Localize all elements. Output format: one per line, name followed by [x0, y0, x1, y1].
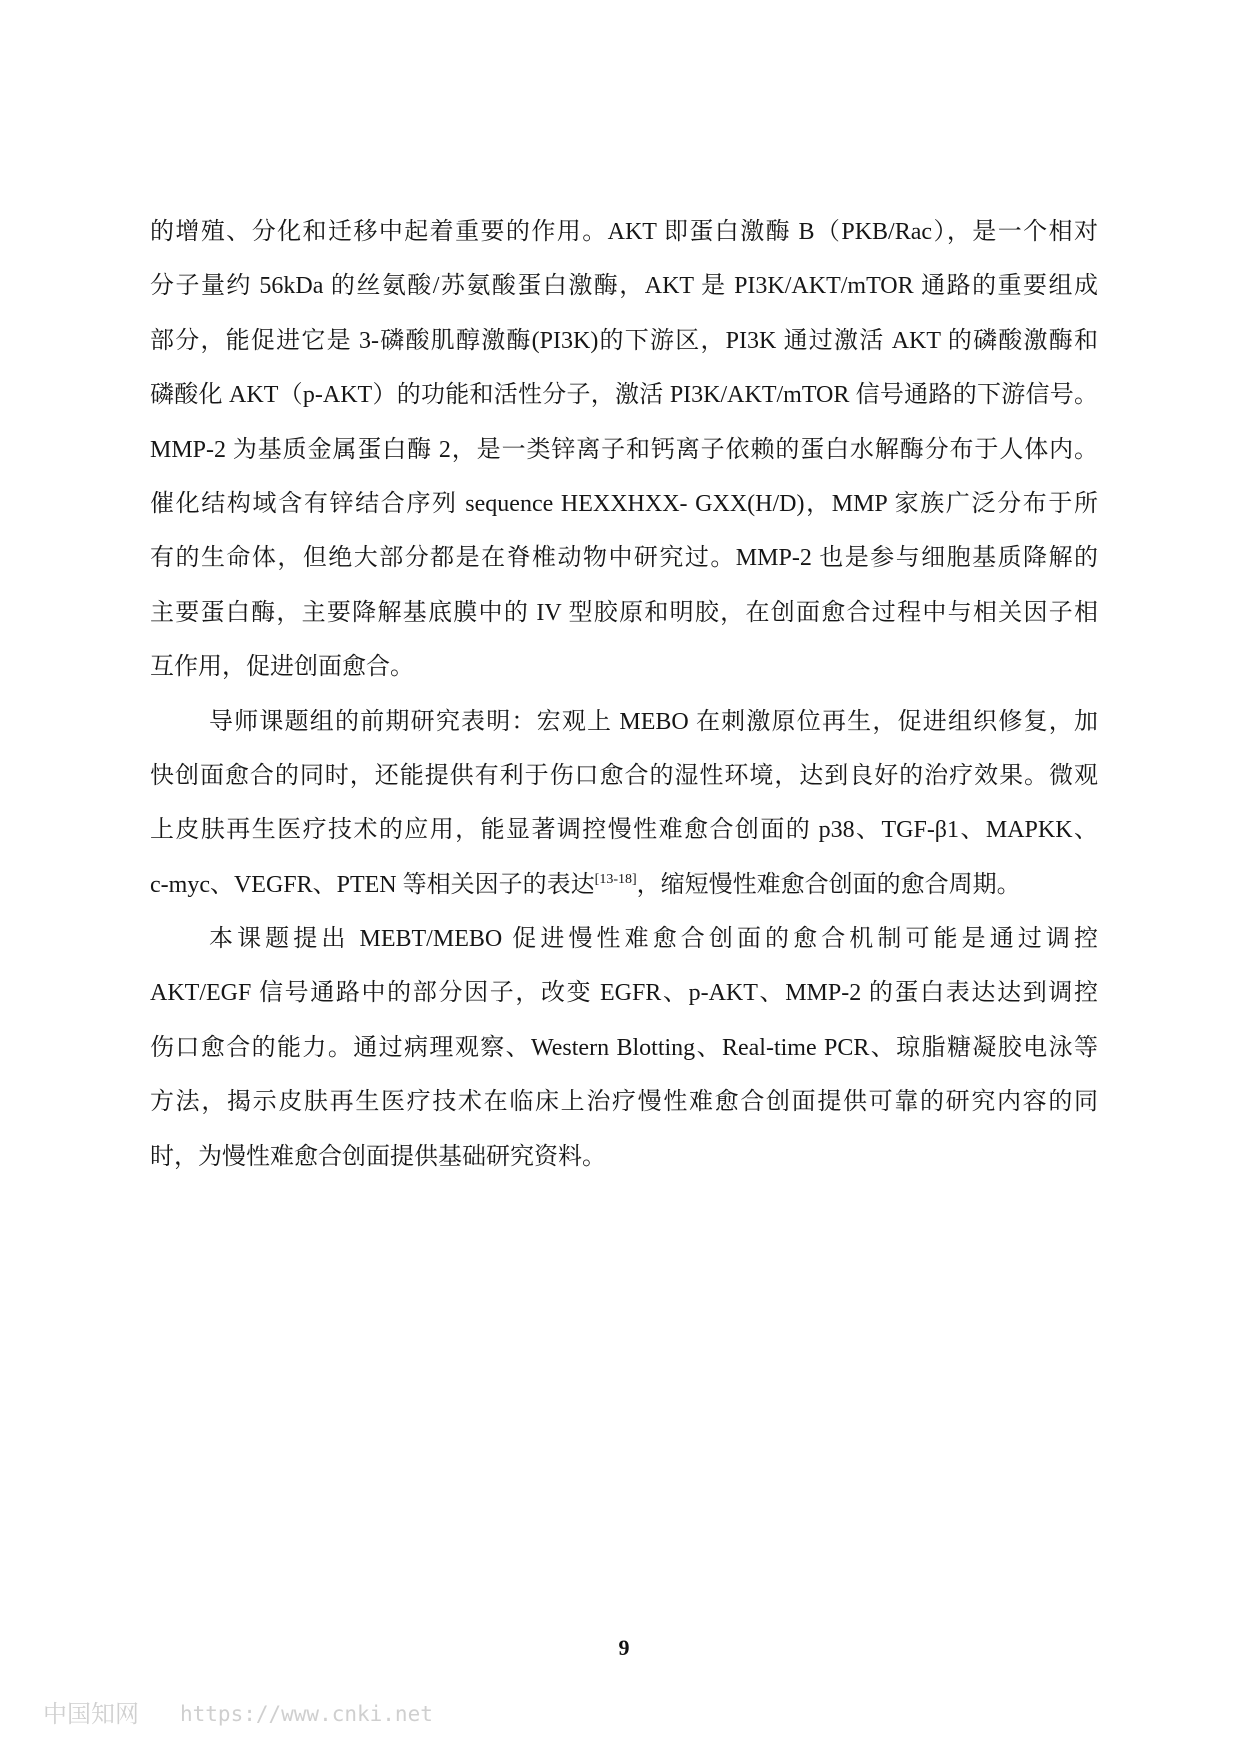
paragraph-prior-research — [150, 695, 1098, 913]
body-text — [150, 205, 1098, 1184]
text-line: 主要蛋白酶，主要降解基底膜中的 IV 型胶原和明胶，在创面愈合过程中与相关因子相 — [150, 599, 1098, 626]
text-line: 快创面愈合的同时，还能提供有利于伤口愈合的湿性环境，达到良好的治疗效果。微观 — [150, 762, 1098, 789]
text-line: 催化结构域含有锌结合序列 sequence HEXXHXX- GXX(H/D)，MMP 家族广泛分布于所 — [150, 490, 1098, 517]
text-line — [150, 858, 1098, 912]
text-line: 有的生命体，但绝大部分都是在脊椎动物中研究过。MMP-2 也是参与细胞基质降解的 — [150, 545, 1098, 572]
text-line: 互作用，促进创面愈合。 — [150, 654, 414, 681]
text-line: MMP-2 为基质金属蛋白酶 2，是一类锌离子和钙离子依赖的蛋白水解酶分布于人体内。 — [150, 436, 1098, 463]
paragraph-research-aim — [150, 912, 1098, 1184]
text-line: 上皮肤再生医疗技术的应用，能显著调控慢性难愈合创面的 p38、TGF-β1、MAPKK、 — [150, 817, 1098, 844]
citation-superscript: [13-18] — [594, 871, 637, 887]
text-line: AKT/EGF 信号通路中的部分因子，改变 EGFR、p-AKT、MMP-2 的蛋白表达达到调控 — [150, 980, 1098, 1007]
line-text: c-myc、VEGFR、PTEN 等相关因子的表达 — [150, 871, 595, 898]
text-line: 的增殖、分化和迁移中起着重要的作用。AKT 即蛋白激酶 B（PKB/Rac），是一个相对 — [150, 219, 1098, 245]
watermark — [0, 1700, 600, 1728]
line-text: ，缩短慢性难愈合创面的愈合周期。 — [636, 871, 1021, 898]
watermark-brand: 中国知网 — [43, 1700, 139, 1728]
text-line: 分子量约 56kDa 的丝氨酸/苏氨酸蛋白激酶，AKT 是 PI3K/AKT/mTOR 通路的重要组成 — [150, 273, 1098, 300]
text-line: 导师课题组的前期研究表明：宏观上 MEBO 在刺激原位再生，促进组织修复，加 — [209, 708, 1098, 735]
paragraph-continued — [150, 205, 1098, 695]
text-line: 本课题提出 MEBT/MEBO 促进慢性难愈合创面的愈合机制可能是通过调控 — [209, 926, 1098, 953]
page-number: 9 — [618, 1635, 630, 1660]
text-line: 部分，能促进它是 3-磷酸肌醇激酶(PI3K)的下游区，PI3K 通过激活 AKT 的磷酸激酶和 — [150, 327, 1098, 354]
watermark-url: https://www.cnki.net — [180, 1702, 433, 1726]
text-line: 伤口愈合的能力。通过病理观察、Western Blotting、Real-time PCR、琼脂糖凝胶电泳等 — [150, 1034, 1098, 1061]
text-line: 时，为慢性难愈合创面提供基础研究资料。 — [150, 1143, 606, 1170]
text-line: 磷酸化 AKT（p-AKT）的功能和活性分子，激活 PI3K/AKT/mTOR 信号通路的下游信号。 — [150, 382, 1098, 409]
text-line: 方法，揭示皮肤再生医疗技术在临床上治疗慢性难愈合创面提供可靠的研究内容的同 — [150, 1089, 1098, 1116]
